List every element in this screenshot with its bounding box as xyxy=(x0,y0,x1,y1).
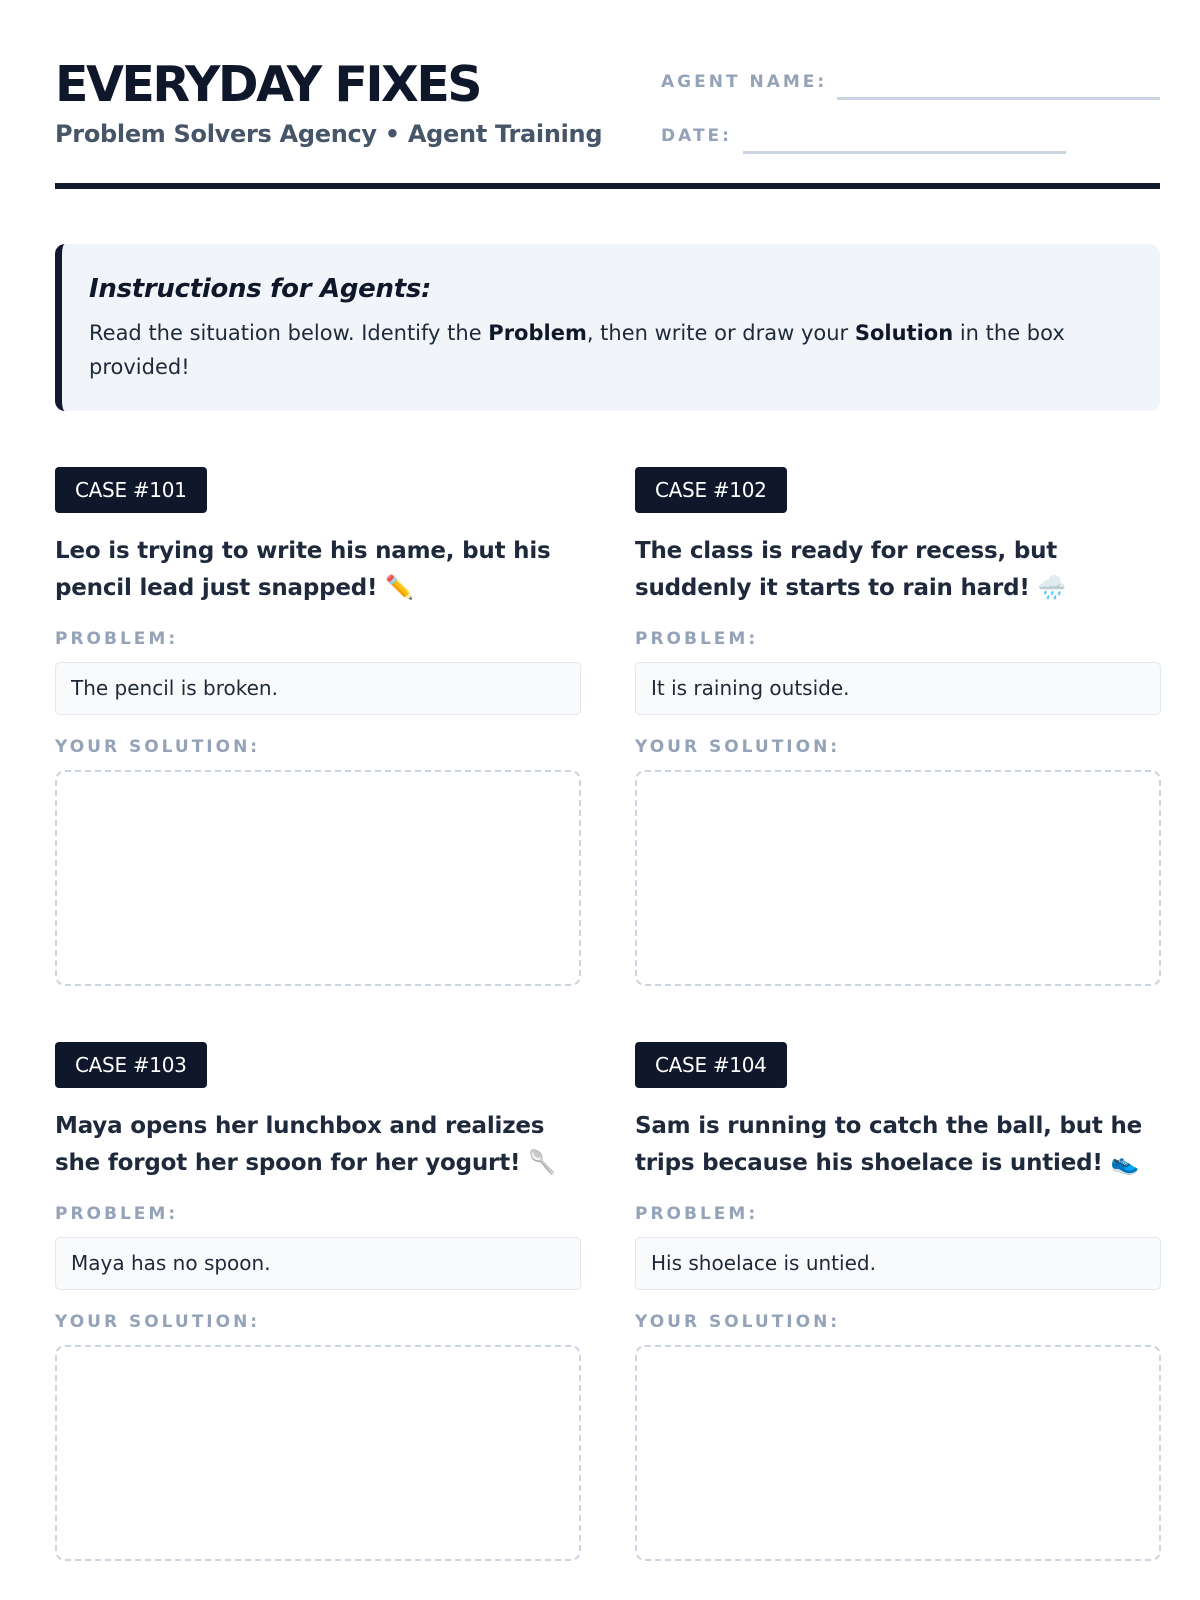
page-subtitle: Problem Solvers Agency • Agent Training xyxy=(55,120,603,148)
case-card-102 xyxy=(635,467,1161,987)
solution-label: YOUR SOLUTION: xyxy=(635,737,841,757)
worksheet-header xyxy=(55,0,1160,189)
instructions-text xyxy=(89,316,1109,384)
instructions-solution-word: Solution xyxy=(854,321,954,345)
case-card-104 xyxy=(635,1042,1161,1562)
agent-name-label: AGENT NAME: xyxy=(661,72,828,92)
solution-label: YOUR SOLUTION: xyxy=(635,1312,841,1332)
rain-cloud-icon: 🌧️ xyxy=(1037,575,1066,601)
solution-box[interactable] xyxy=(55,1345,581,1561)
instructions-text-before: Read the situation below. Identify the xyxy=(89,321,489,345)
solution-label: YOUR SOLUTION: xyxy=(55,737,261,757)
solution-box[interactable] xyxy=(635,770,1161,986)
case-badge: CASE #103 xyxy=(55,1042,207,1088)
agent-name-line[interactable] xyxy=(837,97,1160,100)
case-story-text: The class is ready for recess, but suddenly it starts to rain hard! xyxy=(635,538,1058,601)
problem-field: His shoelace is untied. xyxy=(635,1237,1161,1290)
case-story xyxy=(55,1108,581,1182)
case-story xyxy=(55,533,581,607)
case-badge: CASE #101 xyxy=(55,467,207,513)
problem-field: Maya has no spoon. xyxy=(55,1237,581,1290)
problem-label: PROBLEM: xyxy=(635,1204,759,1224)
instructions-text-after: in the box provided! xyxy=(89,321,1065,379)
case-badge: CASE #104 xyxy=(635,1042,787,1088)
problem-field: It is raining outside. xyxy=(635,662,1161,715)
case-story xyxy=(635,533,1161,607)
worksheet-page xyxy=(55,0,1160,1600)
date-line[interactable] xyxy=(743,151,1066,154)
solution-label: YOUR SOLUTION: xyxy=(55,1312,261,1332)
date-label: DATE: xyxy=(661,126,732,146)
case-badge: CASE #102 xyxy=(635,467,787,513)
problem-label: PROBLEM: xyxy=(635,629,759,649)
page-title: EVERYDAY FIXES xyxy=(55,56,481,113)
case-card-103 xyxy=(55,1042,581,1562)
problem-label: PROBLEM: xyxy=(55,1204,179,1224)
instructions-title: Instructions for Agents: xyxy=(89,274,432,304)
case-story xyxy=(635,1108,1161,1182)
instructions-text-middle: , then write or draw your xyxy=(586,321,855,345)
case-story-text: Leo is trying to write his name, but his pencil lead just snapped! xyxy=(55,538,551,601)
problem-label: PROBLEM: xyxy=(55,629,179,649)
problem-field: The pencil is broken. xyxy=(55,662,581,715)
solution-box[interactable] xyxy=(635,1345,1161,1561)
instructions-box xyxy=(55,244,1160,411)
case-story-text: Maya opens her lunchbox and realizes she forgot her spoon for her yogurt! xyxy=(55,1113,545,1176)
pencil-icon: ✏️ xyxy=(385,575,414,601)
instructions-problem-word: Problem xyxy=(488,321,587,345)
case-card-101 xyxy=(55,467,581,987)
spoon-icon: 🥄 xyxy=(528,1150,557,1176)
sneaker-icon: 👟 xyxy=(1110,1150,1139,1176)
case-story-text: Sam is running to catch the ball, but he trips because his shoelace is untied! xyxy=(635,1113,1143,1176)
solution-box[interactable] xyxy=(55,770,581,986)
